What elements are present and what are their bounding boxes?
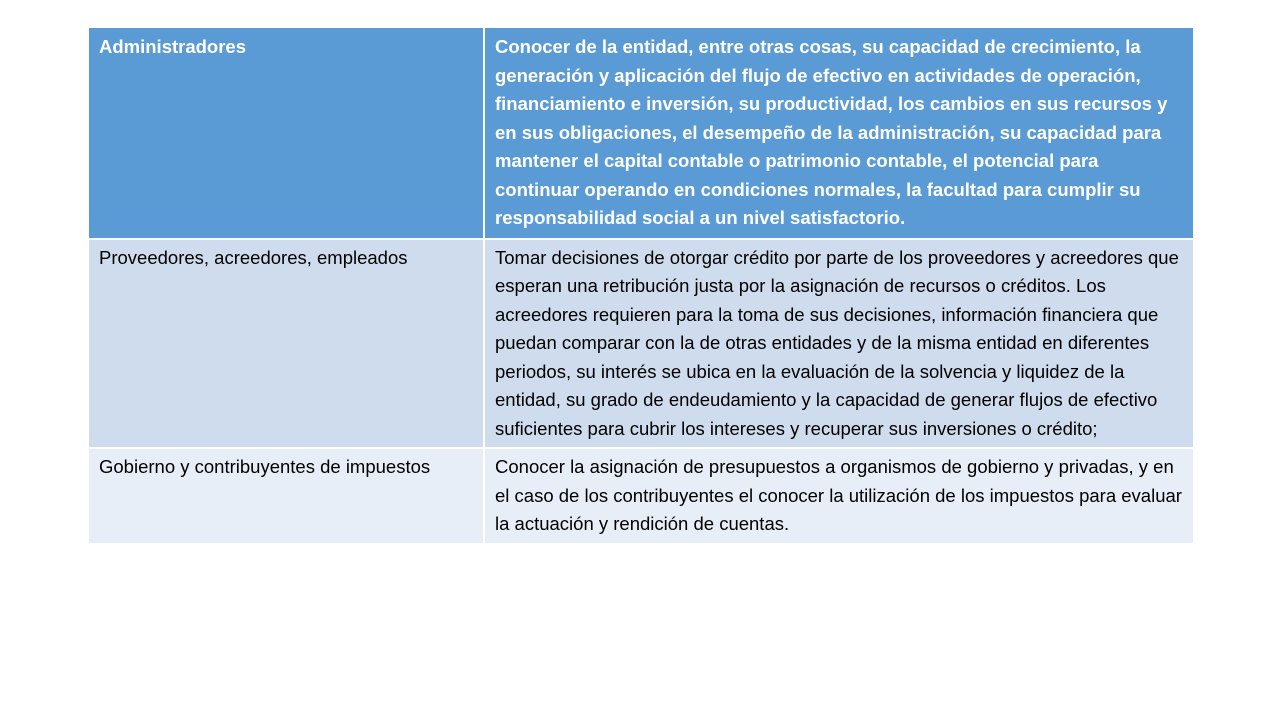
table-row-administradores [89,28,1193,239]
description-cell: Conocer de la entidad, entre otras cosas, su capacidad de crecimiento, la generación y aplicación del flujo de efectivo en actividades de operación, financiamiento e inversión, su productividad, los cambios en sus recursos y en sus obligaciones, el desempeño de la administración, su capacidad para mantener el capital contable o patrimonio contable, el potencial para continuar operando en condiciones normales, la facultad para cumplir su responsabilidad social a un nivel satisfactorio. [484,28,1193,239]
financial-info-users-table [89,28,1193,545]
user-cell: Administradores [89,28,484,239]
description-cell: Conocer la asignación de presupuestos a organismos de gobierno y privadas, y en el caso de los contribuyentes el conocer la utilización de los impuestos para evaluar la actuación y rendición de cuentas. [484,448,1193,544]
table-row-gobierno [89,448,1193,544]
table-row-proveedores [89,239,1193,449]
user-cell: Proveedores, acreedores, empleados [89,239,484,449]
description-cell: Tomar decisiones de otorgar crédito por parte de los proveedores y acreedores que esperan una retribución justa por la asignación de recursos o créditos. Los acreedores requieren para la toma de sus decisiones, información financiera que puedan comparar con la de otras entidades y de la misma entidad en diferentes periodos, su interés se ubica en la evaluación de la solvencia y liquidez de la entidad, su grado de endeudamiento y la capacidad de generar flujos de efectivo suficientes para cubrir los intereses y recuperar sus inversiones o crédito; [484,239,1193,449]
user-cell: Gobierno y contribuyentes de impuestos [89,448,484,544]
